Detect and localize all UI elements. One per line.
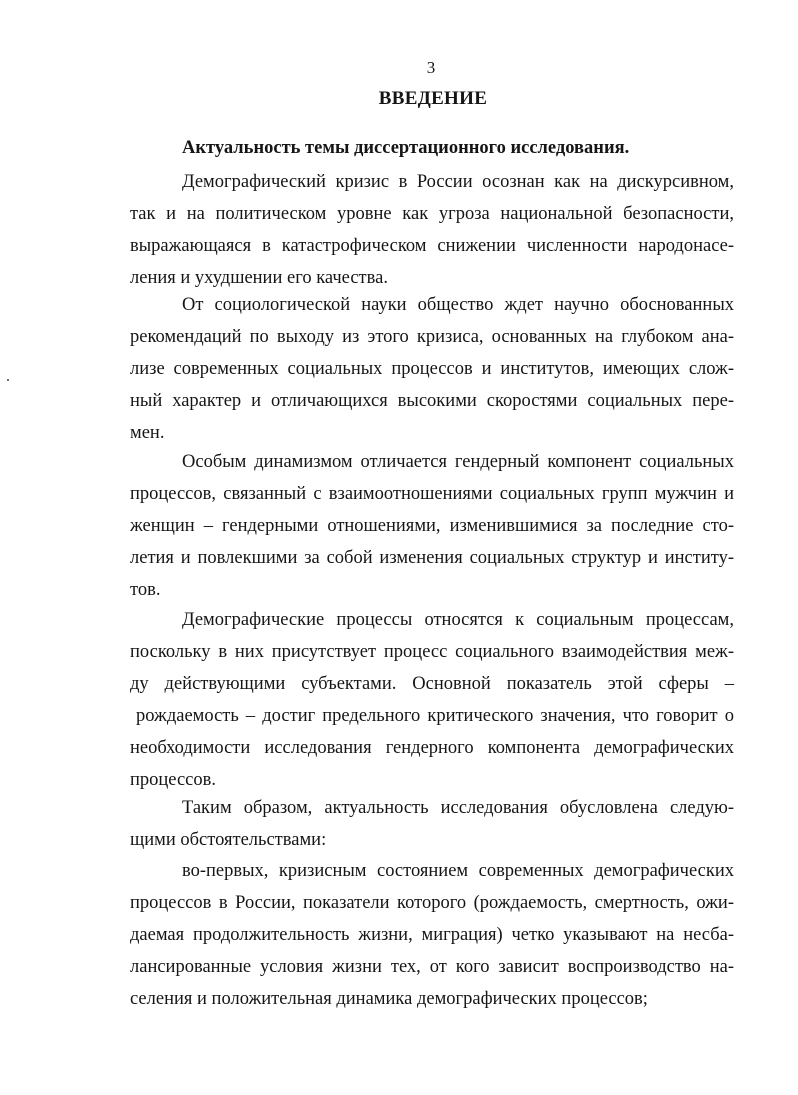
text-line: процессов в России, показатели которого (рождаемость, смертность, ожи- [130,893,734,913]
text-line: во-первых, кризисным состоянием современных демографических [182,861,734,881]
text-line: лизе современных социальных процессов и институтов, имеющих слож- [130,359,734,379]
page-title: ВВЕДЕНИЕ [378,88,488,109]
page-number: 3 [426,58,436,77]
scan-speck [7,379,9,381]
text-line: так и на политическом уровне как угроза национальной безопасности, [130,204,734,224]
text-line: рождаемость – достиг предельного критического значения, что говорит о [136,706,734,726]
text-line: процессов. [130,770,217,790]
text-line: Демографический кризис в России осознан как на дискурсивном, [182,172,734,192]
text-line: Демографические процессы относятся к социальным процессам, [182,610,734,630]
text-line: лансированные условия жизни тех, от кого зависит воспроизводство на- [130,957,734,977]
text-line: ления и ухудшении его качества. [130,268,388,288]
text-line: даемая продолжительность жизни, миграция) четко указывают на несба- [130,925,734,945]
text-line: женщин – гендерными отношениями, изменившимися за последние сто- [130,516,734,536]
text-line: селения и положительная динамика демографических процессов; [130,989,648,1009]
text-line: Таким образом, актуальность исследования обусловлена следую- [182,798,734,818]
text-line: рекомендаций по выходу из этого кризиса, основанных на глубоком ана- [130,327,734,347]
text-line: щими обстоятельствами: [130,830,327,850]
text-line: Особым динамизмом отличается гендерный компонент социальных [182,452,734,472]
text-line: процессов, связанный с взаимоотношениями социальных групп мужчин и [130,484,734,504]
text-line: От социологической науки общество ждет научно обоснованных [182,295,734,315]
text-line: тов. [130,580,161,600]
text-line: мен. [130,423,165,443]
text-line: летия и повлекшими за собой изменения социальных структур и институ- [130,548,734,568]
text-line: ду действующими субъектами. Основной показатель этой сферы – [130,674,734,694]
text-line: выражающаяся в катастрофическом снижении численности народонасе- [130,236,734,256]
text-line: ный характер и отличающихся высокими скоростями социальных пере- [130,391,734,411]
text-line: поскольку в них присутствует процесс социального взаимодействия меж- [130,642,734,662]
text-line: необходимости исследования гендерного компонента демографических [130,738,734,758]
section-heading: Актуальность темы диссертационного исследования. [182,138,630,158]
